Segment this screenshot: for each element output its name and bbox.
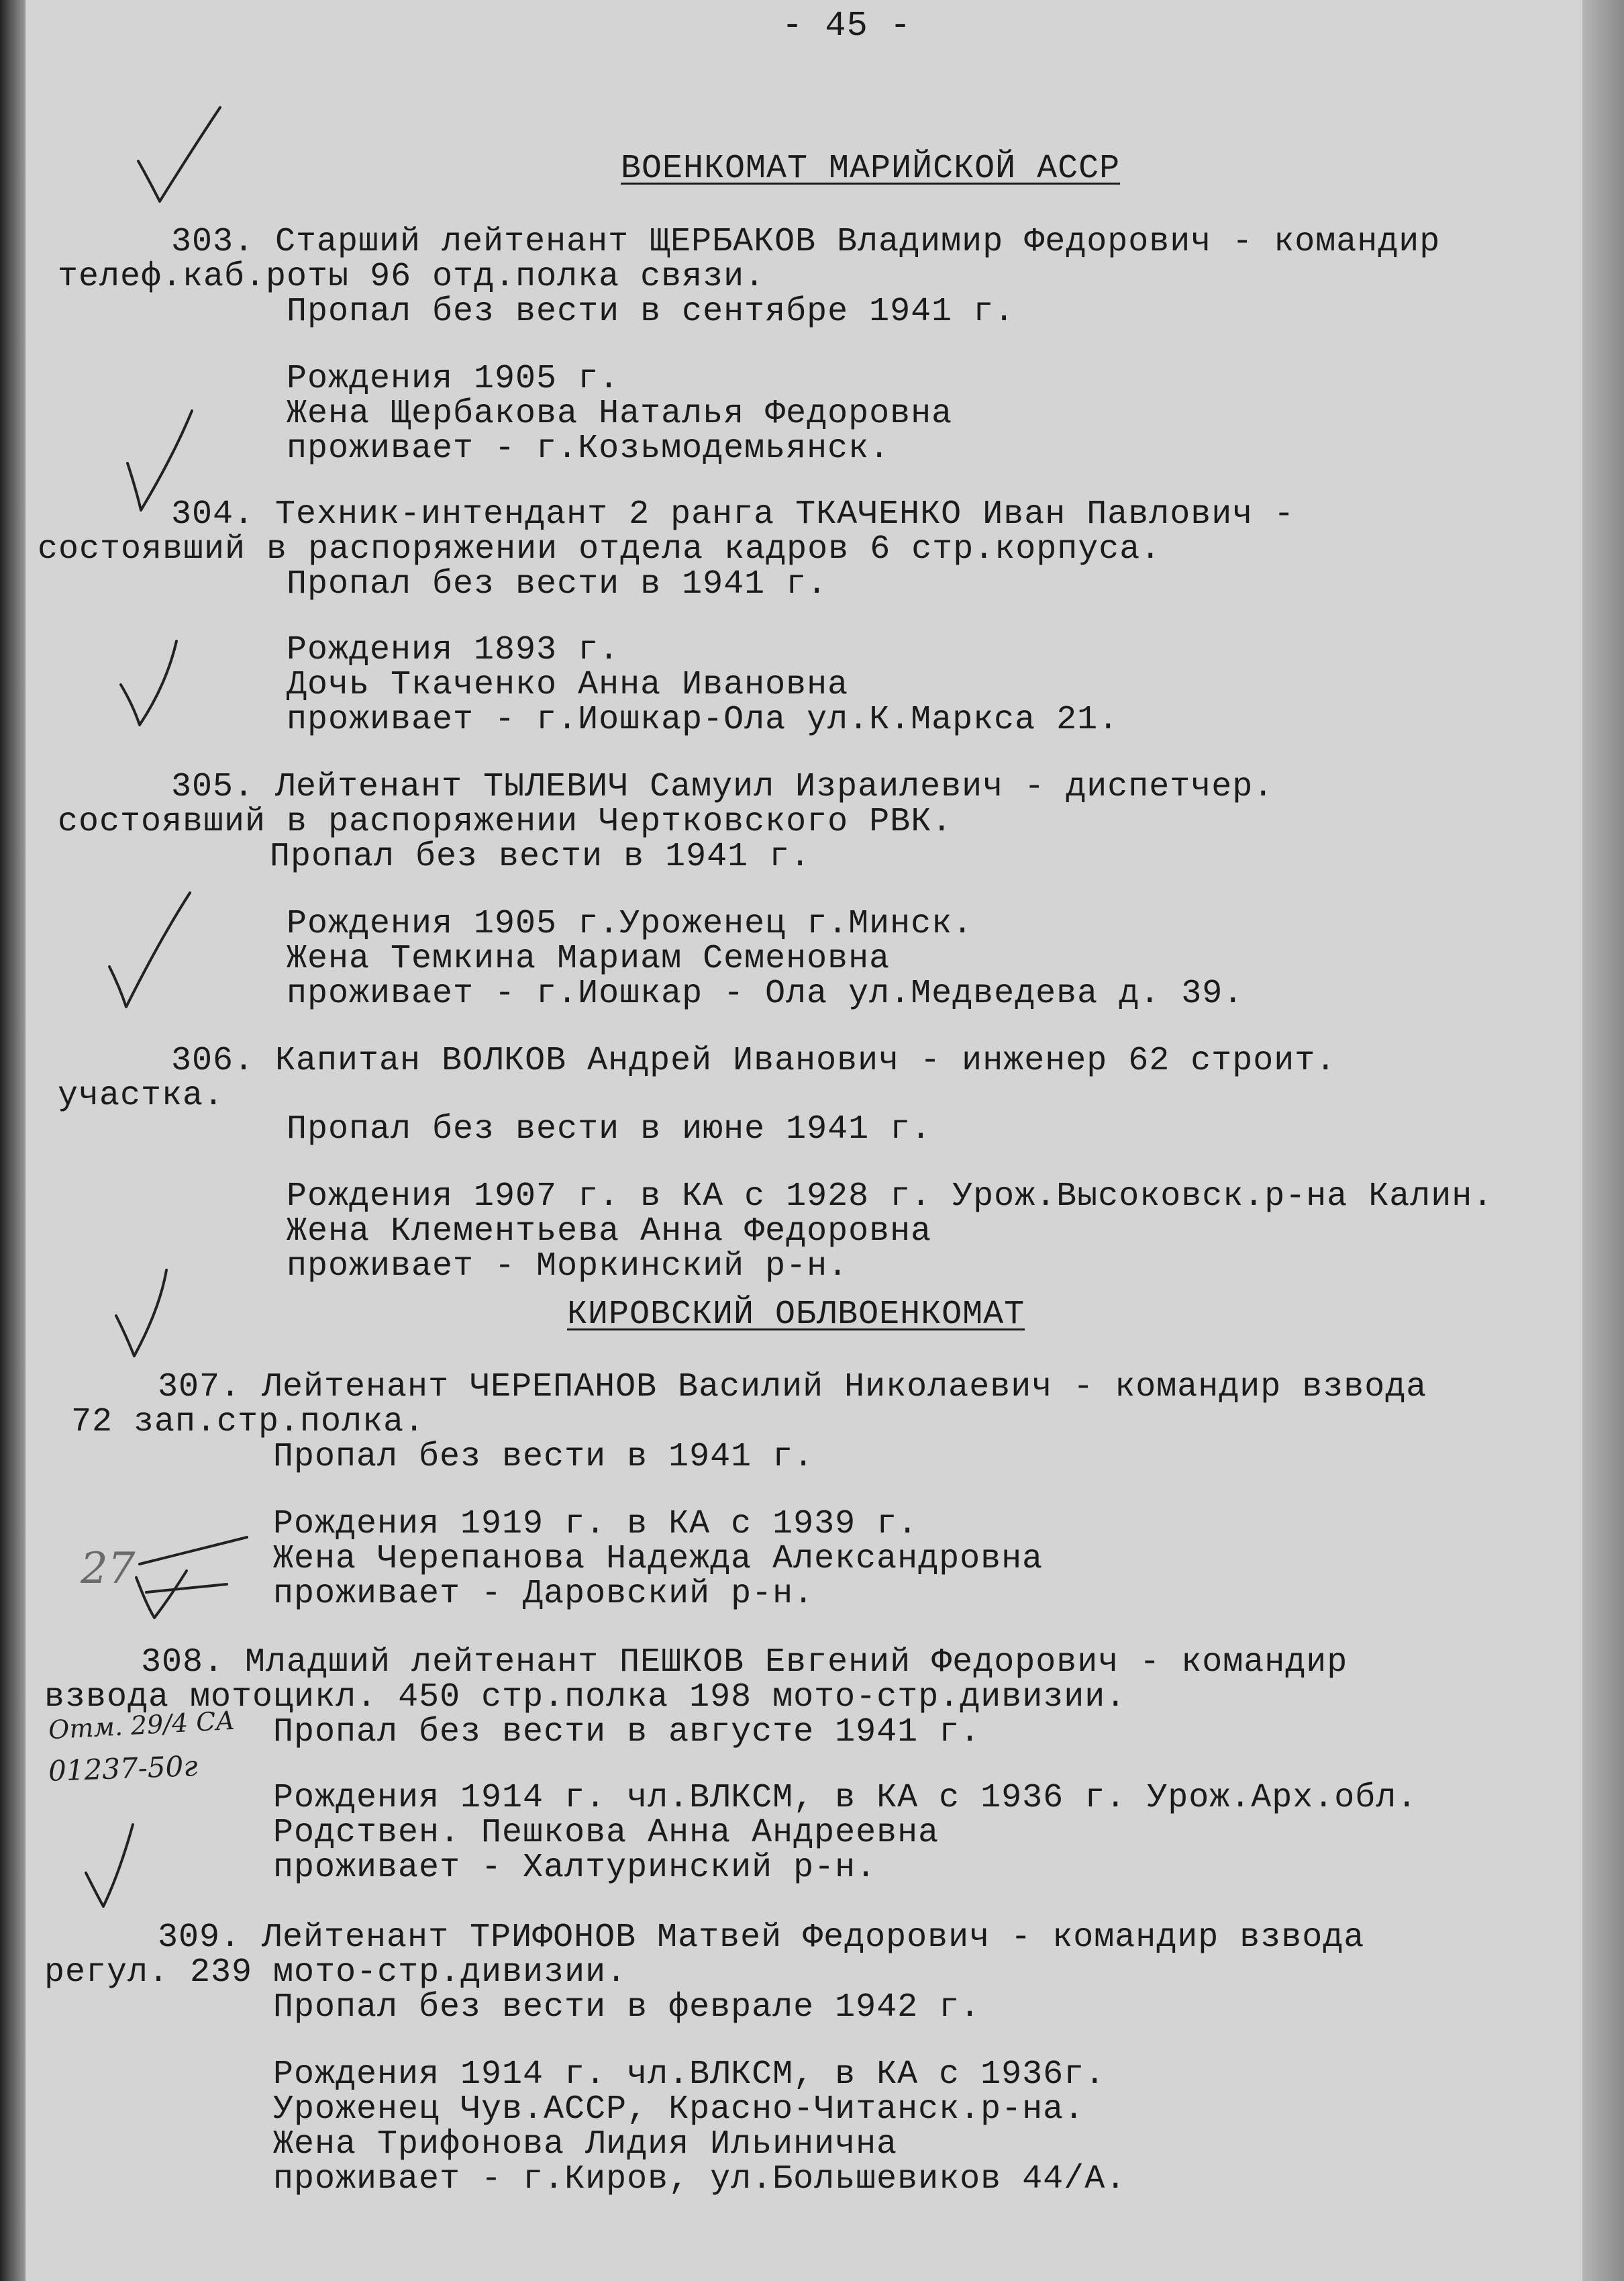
- entry-307-address: проживает - Даровский р-н.: [273, 1575, 815, 1613]
- entry-304-missing: Пропал без вести в 1941 г.: [287, 565, 828, 603]
- book-binding-shadow: [0, 0, 26, 2281]
- entry-309-address: проживает - г.Киров, ул.Большевиков 44/А.: [273, 2160, 1127, 2198]
- entry-309-origin: Уроженец Чув.АССР, Красно-Читанск.р-на.: [273, 2090, 1085, 2129]
- handwritten-faint-digits: 27: [81, 1544, 136, 1594]
- entry-308-missing: Пропал без вести в августе 1941 г.: [273, 1713, 981, 1751]
- entry-303-line1: 303. Старший лейтенант ЩЕРБАКОВ Владимир Федорович - командир: [171, 223, 1441, 261]
- document-page: [26, 0, 1582, 2281]
- entry-306-line1: 306. Капитан ВОЛКОВ Андрей Иванович - инженер 62 строит.: [171, 1042, 1337, 1080]
- entry-308-relative: Родствен. Пешкова Анна Андреевна: [273, 1814, 940, 1852]
- entry-309-relative: Жена Трифонова Лидия Ильинична: [273, 2125, 898, 2164]
- entry-306-birth: Рождения 1907 г. в КА с 1928 г. Урож.Высоковск.р-на Калин.: [287, 1177, 1494, 1216]
- entry-304-relative: Дочь Ткаченко Анна Ивановна: [287, 666, 849, 704]
- entry-307-line2: 72 зап.стр.полка.: [71, 1403, 425, 1441]
- entry-306-address: проживает - Моркинский р-н.: [287, 1247, 849, 1285]
- check-mark-icon: [86, 1825, 133, 1906]
- entry-305-line2: состоявший в распоряжении Чертковского РВК.: [58, 803, 953, 841]
- check-mark-icon: [121, 641, 176, 725]
- entry-308-line1: 308. Младший лейтенант ПЕШКОВ Евгений Федорович - командир: [141, 1643, 1348, 1682]
- entry-307-birth: Рождения 1919 г. в КА с 1939 г.: [273, 1505, 919, 1543]
- entry-306-relative: Жена Клементьева Анна Федоровна: [287, 1212, 932, 1251]
- entry-303-address: проживает - г.Козьмодемьянск.: [287, 430, 891, 468]
- section-heading-kirov: КИРОВСКИЙ ОБЛВОЕНКОМАТ: [567, 1296, 1025, 1334]
- entry-307-line1: 307. Лейтенант ЧЕРЕПАНОВ Василий Николаевич - командир взвода: [158, 1368, 1427, 1406]
- page-edge-shadow: [1582, 0, 1624, 2281]
- entry-305-address: проживает - г.Иошкар - Ола ул.Медведева д. 39.: [287, 975, 1244, 1013]
- entry-309-line2: регул. 239 мото-стр.дивизии.: [44, 1953, 627, 1992]
- entry-303-line2: телеф.каб.роты 96 отд.полка связи.: [58, 258, 766, 296]
- entry-304-line1: 304. Техник-интендант 2 ранга ТКАЧЕНКО Иван Павлович -: [171, 495, 1295, 534]
- entry-305-line1: 305. Лейтенант ТЫЛЕВИЧ Самуил Израилевич - диспетчер.: [171, 768, 1274, 806]
- entry-309-line1: 309. Лейтенант ТРИФОНОВ Матвей Федорович - командир взвода: [158, 1919, 1365, 1957]
- entry-305-missing: Пропал без вести в 1941 г.: [270, 838, 811, 876]
- entry-308-address: проживает - Халтуринский р-н.: [273, 1849, 877, 1887]
- entry-304-address: проживает - г.Иошкар-Ола ул.К.Маркса 21.: [287, 701, 1119, 739]
- check-mark-icon: [138, 107, 220, 201]
- entry-304-birth: Рождения 1893 г.: [287, 631, 620, 669]
- entry-309-missing: Пропал без вести в феврале 1942 г.: [273, 1988, 981, 2027]
- entry-303-birth: Рождения 1905 г.: [287, 360, 620, 398]
- check-mark-icon: [109, 893, 190, 1007]
- entry-307-relative: Жена Черепанова Надежда Александровна: [273, 1540, 1044, 1578]
- entry-306-line2: участка.: [58, 1077, 225, 1115]
- cross-out-stroke: [146, 1584, 227, 1592]
- entry-305-birth: Рождения 1905 г.Уроженец г.Минск.: [287, 905, 974, 943]
- entry-303-relative: Жена Щербакова Наталья Федоровна: [287, 395, 953, 433]
- handwritten-margin-reference: Отм. 29/4 СА: [48, 1705, 236, 1745]
- entry-309-birth: Рождения 1914 г. чл.ВЛКСМ, в КА с 1936г.: [273, 2055, 1106, 2094]
- entry-306-missing: Пропал без вести в июне 1941 г.: [287, 1110, 932, 1149]
- check-mark-icon: [128, 411, 192, 510]
- page-number: - 45 -: [782, 6, 912, 46]
- entry-308-line2: взвода мотоцикл. 450 стр.полка 198 мото-стр.дивизии.: [44, 1678, 1127, 1716]
- handwritten-margin-number: 01237-50г: [48, 1749, 199, 1788]
- check-mark-icon: [136, 1571, 187, 1618]
- entry-305-relative: Жена Темкина Мариам Семеновна: [287, 940, 891, 978]
- section-heading-mari: ВОЕНКОМАТ МАРИЙСКОЙ АССР: [621, 150, 1121, 188]
- entry-307-missing: Пропал без вести в 1941 г.: [273, 1438, 815, 1476]
- check-mark-icon: [116, 1270, 166, 1356]
- cross-out-stroke: [140, 1537, 247, 1564]
- entry-303-missing: Пропал без вести в сентябре 1941 г.: [287, 293, 1015, 331]
- check-marks-layer: [26, 0, 1582, 2281]
- entry-308-birth: Рождения 1914 г. чл.ВЛКСМ, в КА с 1936 г. Урож.Арх.обл.: [273, 1779, 1418, 1817]
- entry-304-line2: состоявший в распоряжении отдела кадров 6 стр.корпуса.: [38, 530, 1162, 569]
